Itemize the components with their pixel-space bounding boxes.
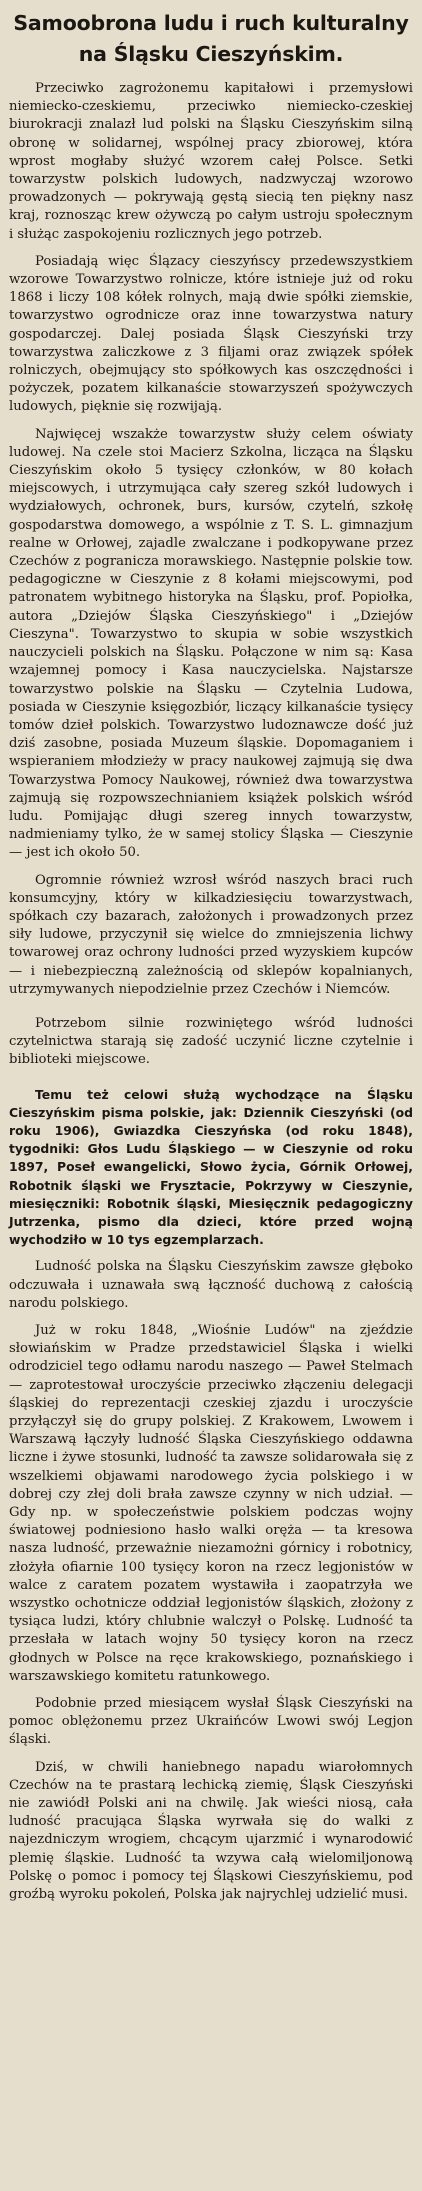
paragraph-6-press-list: Temu też celowi służą wychodzące na Śląsku Cieszyńskim pisma polskie, jak: Dziennik Cieszyński (od roku 1906), Gwiazdka Cieszyńska (od roku 1848), tygodniki: Głos Ludu Śląskiego — w Cieszynie od roku 1897, Poseł ewangelicki, Słowo życia, Górnik Orłowej, Robotnik śląski we Frysztacie, Pokrzywy w Cieszynie, miesięczniki: Robotnik śląski, Miesięcznik pedagogiczny Jutrzenka, pismo dla dzieci, które przed wojną wychodziło w 10 tys egzemplarzach. bbox=[9, 1086, 413, 1248]
paragraph-8: Już w roku 1848, „Wiośnie Ludów" na zjeździe słowiańskim w Pradze przedstawiciel Śląska i wielki odrodziciel tego odłamu narodu naszego — Paweł Stelmach — zaprotestował uroczyście przeciwko złączeniu delegacji śląskiej do reprezentacji czeskiej zjazdu i uroczyście przyłączył się do grupy polskiej. Z Krakowem, Lwowem i Warszawą łączyły ludność Śląska Cieszyńskiego oddawna liczne i żywe stosunki, ludność ta zawsze solidarowała się z wszelkiemi objawami narodowego życia polskiego i w dobrej czy złej doli brała zawsze czynny w nich udział. — Gdy np. w społeczeństwie polskiem podczas wojny światowej podniesiono hasło walki oręża — ta kresowa nasza ludność, przeważnie niezamożni górnicy i robotnicy, złożyła ofiarnie 100 tysięcy koron na rzecz legjonistów w walce z caratem pozatem wystawiła i zaopatrzyła we wszystko ochotnicze oddział legjonistów śląskich, złożony z tysiąca ludzi, który chlubnie walczył o Polskę. Ludność ta przesłała w latach wojny 50 tysięcy koron na rzecz głodnych w Polsce na ręce krakowskiego, poznańskiego i warszawskiego komitetu ratunkowego. bbox=[9, 1323, 413, 1684]
paragraph-1: Przeciwko zagrożonemu kapitałowi i przemysłowi niemiecko-czeskiemu, przeciwko niemiecko-czeskiej biurokracji znalazł lud polski na Śląsku Cieszyńskim silną obronę w solidarnej, wspólnej pracy zbiorowej, która wprost mogłaby służyć wzorem całej Polsce. Setki towarzystw polskich ludowych, nadzwyczaj wzorowo prowadzonych — pokrywają gęstą siecią ten piękny nasz kraj, roznosząc krew ożywczą po całym ustroju społecznym i służąc zaspokojeniu rozlicznych jego potrzeb. bbox=[9, 81, 413, 242]
paragraph-7: Ludność polska na Śląsku Cieszyńskim zawsze głęboko odczuwała i uznawała swą łączność duchową z całością narodu polskiego. bbox=[9, 1259, 413, 1311]
paragraph-5: Potrzebom silnie rozwiniętego wśród ludności czytelnictwa starają się zadość uczynić liczne czytelnie i biblioteki miejscowe. bbox=[9, 1015, 413, 1068]
paragraph-3: Najwięcej wszakże towarzystw służy celem oświaty ludowej. Na czele stoi Macierz Szkolna, licząca na Śląsku Cieszyńskim około 5 tysięcy członków, w 80 kołach miejscowych, i utrzymująca cały szereg szkół ludowych i wydziałowych, ochronek, burs, kursów, czytelń, szkołę gospodarstwa domowego, a wspólnie z T. S. L. gimnazjum realne w Orłowej, zajadle zwalczane i podkopywane przez Czechów z pogranicza morawskiego. Następnie polskie tow. pedagogiczne w Cieszynie z 8 kołami miejscowymi, pod patronatem wybitnego historyka na Śląsku, prof. Popiołka, autora „Dziejów Śląska Cieszyńskiego" i „Dziejów Cieszyna". Towarzystwo to skupia w sobie wszystkich nauczycieli polskich na Śląsku. Połączone w nim są: Kasa wzajemnej pomocy i Kasa nauczycielska. Najstarsze towarzystwo polskie na Śląsku — Czytelnia Ludowa, posiada w Cieszynie księgozbiór, liczący kilkanaście tysięcy tomów dzieł polskich. Towarzystwo ludoznawcze dość już dziś zasobne, posiada Muzeum śląskie. Dopomaganiem i wspieraniem młodzieży w pracy naukowej zajmują się dwa Towarzystwa Pomocy Naukowej, również dwa towarzystwa zajmują się rozpowszechnianiem książek polskich wśród ludu. Pomijając długi szereg innych towarzystw, nadmieniamy tylko, że w samej stolicy Śląska — Cieszynie — jest ich około 50. bbox=[9, 426, 413, 861]
paragraph-2: Posiadają więc Ślązacy cieszyńscy przedewszystkiem wzorowe Towarzystwo rolnicze, które istnieje już od roku 1868 i liczy 108 kółek rolnych, mają dwie spółki ziemskie, towarzystwo ogrodnicze oraz inne towarzystwa natury gospodarczej. Dalej posiada Śląsk Cieszyński trzy towarzystwa zaliczkowe z 3 filjami oraz związek spółek rolniczych, obejmujący sto spółkowych kas oszczędności i pożyczek, pozatem kilkanaście stowarzyszeń spożywczych ludowych, pięknie się rozwijają. bbox=[9, 253, 413, 415]
paragraph-9: Podobnie przed miesiącem wysłał Śląsk Cieszyński na pomoc oblężonemu przez Ukraińców Lwowi swój Legjon śląski. bbox=[9, 1696, 413, 1748]
article-headline bbox=[9, 8, 413, 70]
headline-line-2: na Śląsku Cieszyńskim. bbox=[78, 42, 344, 66]
paragraph-4: Ogromnie również wzrosł wśród naszych braci ruch konsumcyjny, który w kilkadziesięciu towarzystwach, spółkach czy bazarach, założonych i prowadzonych przez siły ludowe, przyczynił się wielce do zmniejszenia lichwy towarowej oraz ochrony ludności przed wyzyskiem kupców — i niebezpieczną zależnością od sklepów kopalnianych, utrzymywanych niepodzielnie przez Czechów i Niemców. bbox=[9, 872, 413, 997]
paragraph-10: Dziś, w chwili haniebnego napadu wiarołomnych Czechów na te prastarą lechicką ziemię, Śląsk Cieszyński nie zawiódł Polski ani na chwilę. Jak wieści niosą, cała ludność pracująca Śląska wyrwała się do walki z najezdniczym wrogiem, chcącym ujarzmić i wynarodowić plemię śląskie. Ludność ta wzywa całą wielomiljonową Polskę o pomoc i pomocy tej Śląskowi Cieszyńskiemu, pod groźbą wyroku pokoleń, Polska jak najrychlej udzielić musi. bbox=[9, 1759, 413, 1903]
headline-line-1: Samoobrona ludu i ruch kulturalny bbox=[13, 11, 409, 35]
